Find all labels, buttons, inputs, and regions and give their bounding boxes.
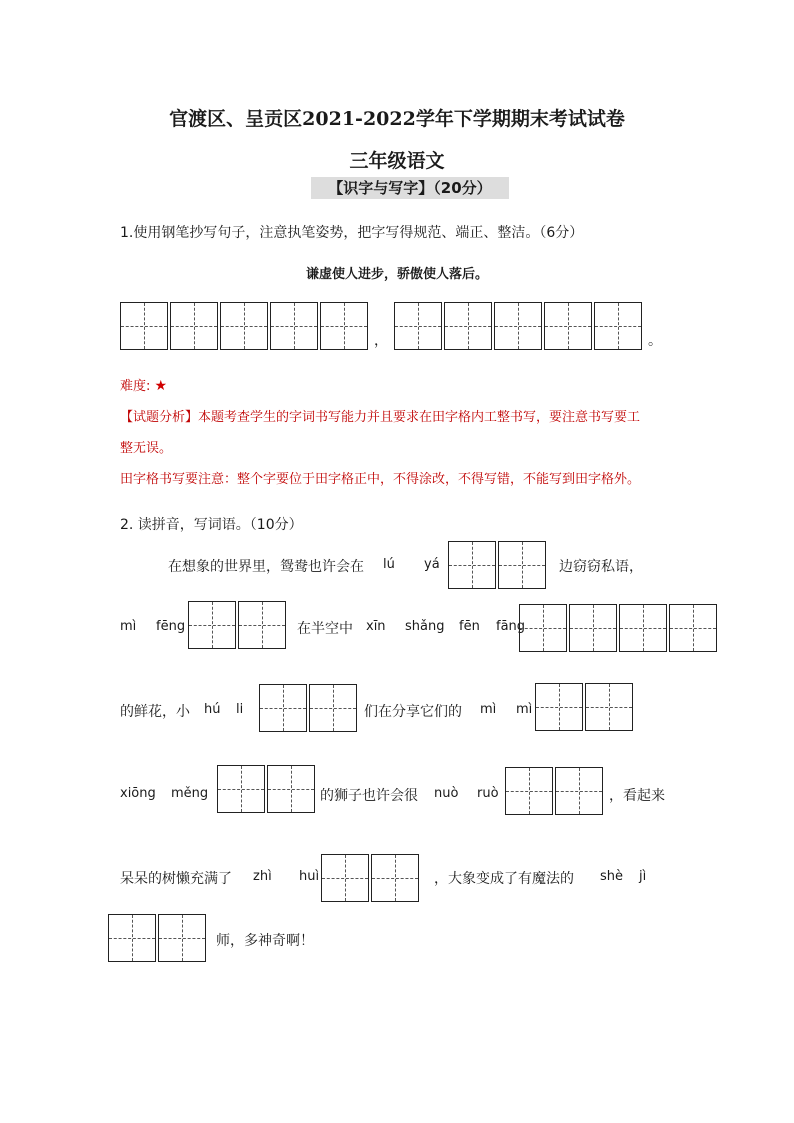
passage-text: 的鲜花，小 <box>120 704 190 720</box>
pinyin: shè <box>600 869 624 884</box>
writing-grid-a[interactable] <box>120 302 368 350</box>
tian-grid-cell[interactable] <box>270 302 318 350</box>
writing-grid-b[interactable] <box>394 302 642 350</box>
answer-grid-zhihui[interactable] <box>321 854 419 902</box>
passage-text: 们在分享它们的 <box>364 704 462 720</box>
tian-grid-cell[interactable] <box>519 604 567 652</box>
tian-grid-cell[interactable] <box>220 302 268 350</box>
pinyin: xīn <box>366 619 386 634</box>
tian-grid-cell[interactable] <box>170 302 218 350</box>
analysis-line-2: 整无误。 <box>120 441 173 456</box>
analysis-line-1: 【试题分析】本题考查学生的字词书写能力并且要求在田字格内工整书写，要注意书写要工 <box>120 410 641 425</box>
answer-grid-sheji[interactable] <box>108 914 206 962</box>
tian-grid-cell[interactable] <box>444 302 492 350</box>
tian-grid-cell[interactable] <box>238 601 286 649</box>
pinyin: nuò <box>434 786 459 801</box>
passage-text: 的狮子也许会很 <box>320 788 418 804</box>
tian-grid-cell[interactable] <box>569 604 617 652</box>
section-heading: 【识字与写字】（20分） <box>311 177 509 199</box>
tian-grid-cell[interactable] <box>217 765 265 813</box>
pinyin: lú <box>383 557 395 572</box>
passage-text: ，看起来 <box>609 788 665 804</box>
pinyin: mì <box>480 702 497 717</box>
answer-grid-mifeng[interactable] <box>188 601 286 649</box>
pinyin: jì <box>639 869 647 884</box>
tian-grid-cell[interactable] <box>594 302 642 350</box>
tian-grid-cell[interactable] <box>158 914 206 962</box>
tian-grid-cell[interactable] <box>494 302 542 350</box>
exam-subtitle: 三年级语文 <box>349 150 445 172</box>
question-2-prompt: 2. 读拼音，写词语。（10分） <box>120 517 303 533</box>
passage-text: 呆呆的树懒充满了 <box>120 871 232 887</box>
model-sentence: 谦虚使人进步，骄傲使人落后。 <box>305 267 488 282</box>
passage-text: ，大象变成了有魔法的 <box>434 871 574 887</box>
star-icon: ★ <box>154 378 168 394</box>
grid-writing-note: 田字格书写要注意：整个字要位于田字格正中，不得涂改，不得写错，不能写到田字格外。 <box>120 472 641 487</box>
pinyin: xiōng <box>120 786 156 801</box>
pinyin: yá <box>424 557 440 572</box>
question-1-prompt: 1.使用钢笔抄写句子，注意执笔姿势，把字写得规范、端正、整洁。（6分） <box>120 225 584 241</box>
tian-grid-cell[interactable] <box>669 604 717 652</box>
answer-grid-luya[interactable] <box>448 541 546 589</box>
tian-grid-cell[interactable] <box>320 302 368 350</box>
tian-grid-cell[interactable] <box>267 765 315 813</box>
pinyin: hú <box>204 702 221 717</box>
answer-grid-xinshangfenfang[interactable] <box>519 604 717 652</box>
tian-grid-cell[interactable] <box>371 854 419 902</box>
difficulty-label-text: 难度: <box>120 379 151 394</box>
period-mark: 。 <box>648 333 662 349</box>
exam-title: 官渡区、呈贡区2021-2022学年下学期期末考试试卷 <box>169 108 625 130</box>
answer-grid-mimi[interactable] <box>535 683 633 731</box>
pinyin: fēn <box>459 619 480 634</box>
passage-text: 在半空中 <box>297 621 353 637</box>
pinyin: mì <box>120 619 137 634</box>
tian-grid-cell[interactable] <box>108 914 156 962</box>
passage-text: 边窃窃私语， <box>559 559 643 575</box>
pinyin: li <box>236 702 244 717</box>
tian-grid-cell[interactable] <box>535 683 583 731</box>
answer-grid-nuoruo[interactable] <box>505 767 603 815</box>
pinyin: fāng <box>496 619 526 634</box>
pinyin: měng <box>171 786 209 801</box>
tian-grid-cell[interactable] <box>498 541 546 589</box>
tian-grid-cell[interactable] <box>120 302 168 350</box>
tian-grid-cell[interactable] <box>309 684 357 732</box>
tian-grid-cell[interactable] <box>321 854 369 902</box>
passage-text: 师，多神奇啊！ <box>216 933 314 949</box>
tian-grid-cell[interactable] <box>555 767 603 815</box>
pinyin: zhì <box>253 869 272 884</box>
tian-grid-cell[interactable] <box>505 767 553 815</box>
pinyin: ruò <box>477 786 499 801</box>
pinyin: mì <box>516 702 533 717</box>
pinyin: shǎng <box>405 619 445 634</box>
tian-grid-cell[interactable] <box>619 604 667 652</box>
answer-grid-xiongmeng[interactable] <box>217 765 315 813</box>
tian-grid-cell[interactable] <box>544 302 592 350</box>
answer-grid-huli[interactable] <box>259 684 357 732</box>
pinyin: huì <box>299 869 320 884</box>
comma-mark: ， <box>374 333 388 349</box>
passage-text: 在想象的世界里，鸳鸯也许会在 <box>168 559 364 575</box>
tian-grid-cell[interactable] <box>448 541 496 589</box>
tian-grid-cell[interactable] <box>259 684 307 732</box>
tian-grid-cell[interactable] <box>188 601 236 649</box>
pinyin: fēng <box>156 619 186 634</box>
tian-grid-cell[interactable] <box>585 683 633 731</box>
difficulty-label <box>120 375 167 394</box>
tian-grid-cell[interactable] <box>394 302 442 350</box>
